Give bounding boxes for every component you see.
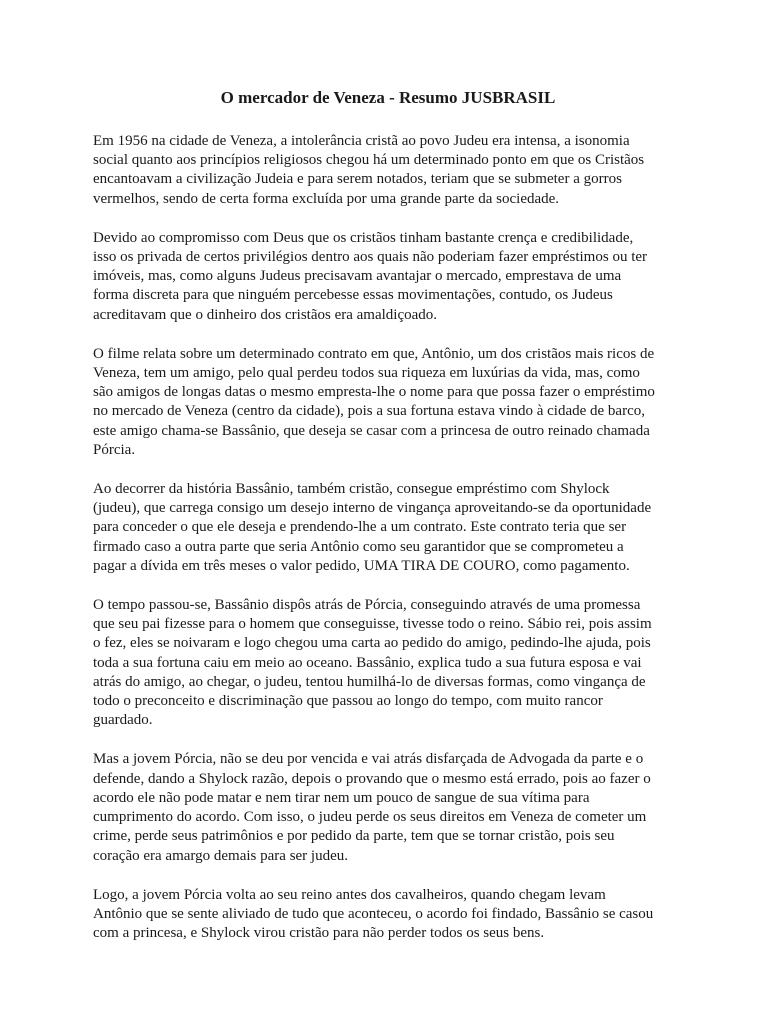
paragraph-4: Ao decorrer da história Bassânio, também cristão, consegue empréstimo com Shylock (judeu), que carrega consigo um desejo interno de vingança aproveitando-se da oportunidade para conceder o que ele deseja e prendendo-lhe a um contrato. Este contrato teria que ser firmado caso a outra parte que seria Antônio como seu garantidor que se comprometeu a pagar a dívida em três meses o valor pedido, UMA TIRA DE COURO, como pagamento. <box>93 481 652 574</box>
document-title: O mercador de Veneza - Resumo JUSBRASIL <box>220 88 556 107</box>
paragraph-6: Mas a jovem Pórcia, não se deu por vencida e vai atrás disfarçada de Advogada da parte e o defende, dando a Shylock razão, depois o provando que o mesmo está errado, pois ao fazer o acordo ele não pode matar e nem tirar nem um pouco de sangue de sua vítima para cumprimento do acordo. Com isso, o judeu perde os seus direitos em Veneza de cometer um crime, perde seus patrimônios e por pedido da parte, tem que se tornar cristão, pois seu coração era amargo demais para ser judeu. <box>93 751 651 864</box>
paragraph-7: Logo, a jovem Pórcia volta ao seu reino antes dos cavalheiros, quando chegam levam Antônio que se sente aliviado de tudo que aconteceu, o acordo foi findado, Bassânio se casou com a princesa, e Shylock virou cristão para não perder todos os seus bens. <box>93 886 654 942</box>
paragraph-3: O filme relata sobre um determinado contrato em que, Antônio, um dos cristãos mais ricos de Veneza, tem um amigo, pelo qual perdeu todos sua riqueza em luxúrias da vida, mas, como são amigos de longas datas o mesmo empresta-lhe o nome para que possa fazer o empréstimo no mercado de Veneza (centro da cidade), pois a sua fortuna estava vindo à cidade de barco, este amigo chama-se Bassânio, que deseja se casar com a princesa de outro reinado chamada Pórcia. <box>93 345 655 458</box>
paragraph-2: Devido ao compromisso com Deus que os cristãos tinham bastante crença e credibilidade, isso os privada de certos privilégios dentro aos quais não poderiam fazer empréstimos ou ter imóveis, mas, como alguns Judeus precisavam avantajar o mercado, emprestava de uma forma discreta para que ninguém percebesse essas movimentações, contudo, os Judeus acreditavam que o dinheiro dos cristãos era amaldiçoado. <box>93 229 648 323</box>
paragraph-5: O tempo passou-se, Bassânio dispôs atrás de Pórcia, conseguindo através de uma promessa que seu pai fizesse para o homem que conseguisse, tivesse todo o reino. Sábio rei, pois assim o fez, eles se noivaram e logo chegou uma carta ao pedido do amigo, pedindo-lhe ajuda, pois toda a sua fortuna caiu em meio ao oceano. Bassânio, explica tudo a sua futura esposa e vai atrás do amigo, ao chegar, o judeu, tentou humilhá-lo de diversas formas, como vingança de todo o preconceito e discriminação que passou ao longo do tempo, com muito rancor guardado. <box>93 597 652 729</box>
document-page <box>93 86 683 963</box>
paragraph-1: Em 1956 na cidade de Veneza, a intolerância cristã ao povo Judeu era intensa, a isonomia social quanto aos princípios religiosos chegou há um determinado ponto em que os Cristãos encantoavam a civilização Judeia e para serem notados, teriam que se submeter a gorros vermelhos, sendo de certa forma excluída por uma grande parte da sociedade. <box>93 133 645 207</box>
